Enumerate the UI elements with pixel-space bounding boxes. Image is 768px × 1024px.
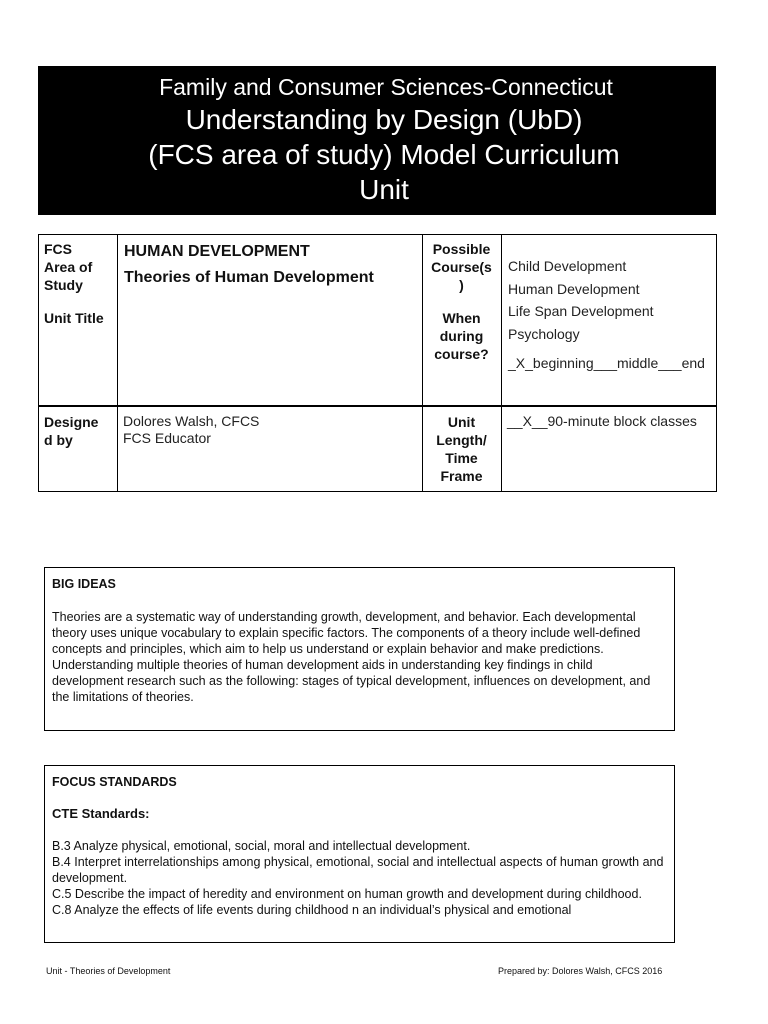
unit-length-label-line-2: Length/ [436,432,487,448]
course-item: Human Development [508,280,640,297]
big-ideas-box [44,567,675,731]
focus-standards-box [44,765,675,943]
footer-prepared-by: Prepared by: Dolores Walsh, CFCS 2016 [498,966,663,976]
when-label-line-1: When [442,310,481,326]
possible-label-line-1: Possible [432,241,491,257]
unit-title-value: Theories of Human Development [124,269,374,286]
area-of-study-value-cell [118,235,423,407]
unit-length-value-cell [502,406,717,492]
header-line-1: Family and Consumer Sciences-Connecticut [159,74,613,100]
big-ideas-title: BIG IDEAS [52,577,116,591]
unit-length-label-line-3: Time [445,450,478,466]
big-ideas-text: Theories are a systematic way of understanding growth, development, and behavior. Each developmental theory uses unique vocabulary to explain specific factors. The components of a theory include well-defined concepts and principles, which aim to help us understand or explain behavior and make predictions. Understanding multiple theories of human development aids in understanding key findings in child development research such as the following: stages of typical development, influences on development, and the limitations of theories. [52,610,651,704]
designed-label-line-1: Designe [44,414,99,430]
standards-list [52,838,667,918]
standard-item: C.5 Describe the impact of heredity and environment on human growth and development during childhood. [52,887,642,901]
unit-info-row-2 [39,406,717,492]
unit-length-label-line-4: Frame [440,468,483,484]
area-of-study-value: HUMAN DEVELOPMENT [124,243,310,260]
designer-role: FCS Educator [123,430,211,446]
area-label-line-2: Area of [44,259,93,275]
header-line-3: (FCS area of study) Model Curriculum [148,139,620,170]
when-during-course-value: _X_beginning___middle___end [508,355,705,371]
area-of-study-label-cell [39,235,118,407]
header-line-2: Understanding by Design (UbD) [185,104,583,135]
course-item: Child Development [508,258,627,274]
course-item: Psychology [508,325,580,342]
standard-item: B.3 Analyze physical, emotional, social, moral and intellectual development. [52,839,471,853]
unit-length-label-line-1: Unit [447,414,476,430]
unit-title-label: Unit Title [44,310,104,326]
focus-standards-title: FOCUS STANDARDS [52,775,177,789]
footer-unit-name: Unit - Theories of Development [46,966,171,976]
designed-label-line-2: d by [44,432,73,448]
designer-name: Dolores Walsh, CFCS [123,413,260,429]
possible-courses-value-cell [502,235,717,407]
header-line-4: Unit [359,174,409,205]
unit-info-row-1 [39,235,717,407]
cte-standards-subtitle: CTE Standards: [52,806,150,821]
course-item: Life Span Development [508,303,654,319]
standard-item: B.4 Interpret interrelationships among physical, emotional, social and intellectual aspects of human growth and development. [52,855,664,885]
unit-info-table [38,234,717,492]
possible-label-line-3: ) [459,277,464,293]
when-label-line-3: course? [434,346,489,362]
unit-length-label-cell [423,406,502,492]
possible-courses-label-cell [423,235,502,407]
document-header [38,66,716,215]
area-label-line-1: FCS [44,241,72,257]
unit-length-value: __X__90-minute block classes [507,413,697,429]
possible-label-line-2: Course(s [431,259,492,275]
designed-by-value-cell [118,406,423,492]
designed-by-label-cell [39,406,118,492]
area-label-line-3: Study [44,277,83,293]
standard-item: C.8 Analyze the effects of life events during childhood n an individual’s physical and emotional [52,903,572,917]
when-label-line-2: during [439,328,484,344]
